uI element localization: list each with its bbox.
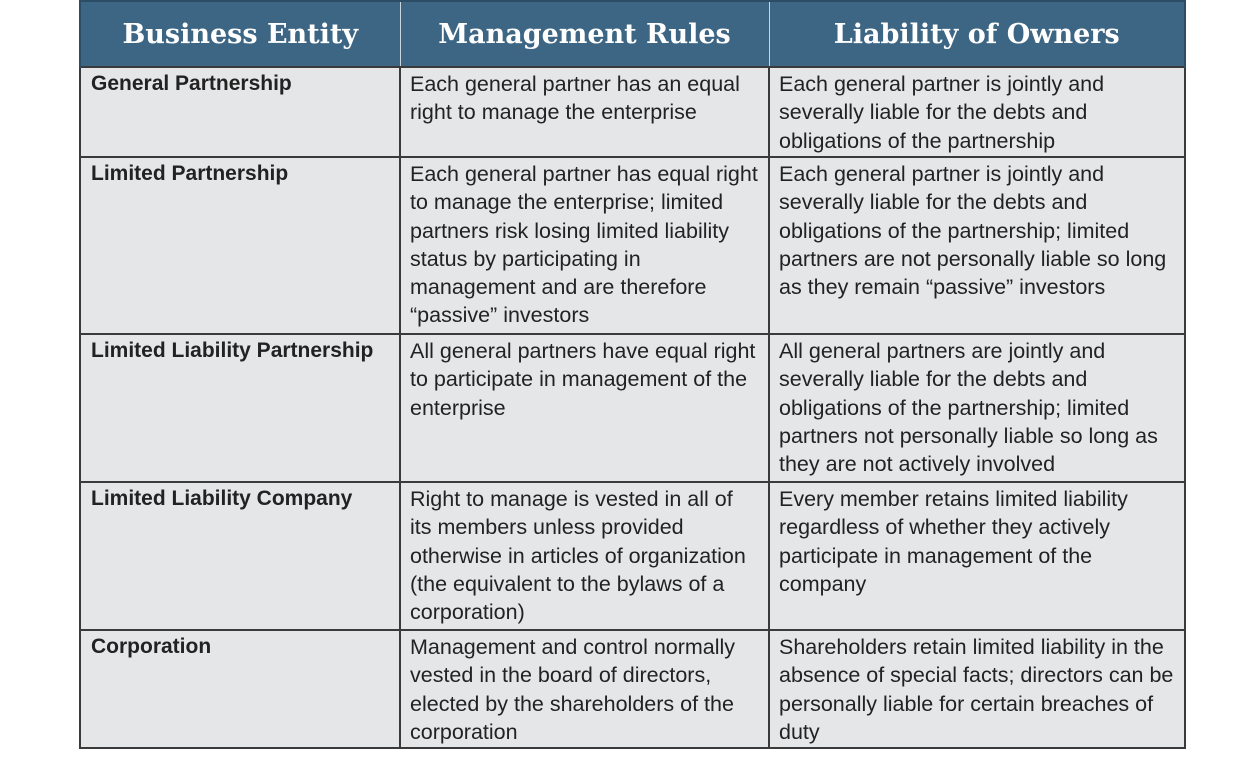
liability-cell: Each general partner is jointly and severally liable for the debts and obligations of the partnership [769,67,1185,157]
liability-cell: Every member retains limited liability regardless of whether they actively participate in management of the company [769,482,1185,630]
header-business-entity: Business Entity [80,1,400,67]
entity-cell: Limited Partnership [80,157,400,334]
business-entity-table [79,0,1186,749]
header-management-rules: Management Rules [400,1,769,67]
entity-cell: Corporation [80,630,400,748]
liability-cell: All general partners are jointly and severally liable for the debts and obligations of the partnership; limited partners not personally liable so long as they are not actively involved [769,334,1185,482]
header-liability-of-owners: Liability of Owners [769,1,1185,67]
table-row [80,157,1185,334]
entity-cell: General Partnership [80,67,400,157]
management-cell: Management and control normally vested in the board of directors, elected by the shareholders of the corporation [400,630,769,748]
table-header [80,1,1185,67]
table-body [80,67,1185,748]
table-row [80,482,1185,630]
entity-cell: Limited Liability Partnership [80,334,400,482]
table-row [80,630,1185,748]
table-row [80,334,1185,482]
table-row [80,67,1185,157]
management-cell: Right to manage is vested in all of its members unless provided otherwise in articles of organization (the equivalent to the bylaws of a corporation) [400,482,769,630]
management-cell: Each general partner has equal right to manage the enterprise; limited partners risk losing limited liability status by participating in management and are therefore “passive” investors [400,157,769,334]
entity-cell: Limited Liability Company [80,482,400,630]
liability-cell: Shareholders retain limited liability in the absence of special facts; directors can be personally liable for certain breaches of duty [769,630,1185,748]
liability-cell: Each general partner is jointly and severally liable for the debts and obligations of the partnership; limited partners are not personally liable so long as they remain “passive” investors [769,157,1185,334]
management-cell: Each general partner has an equal right to manage the enterprise [400,67,769,157]
management-cell: All general partners have equal right to participate in management of the enterprise [400,334,769,482]
header-row [80,1,1185,67]
